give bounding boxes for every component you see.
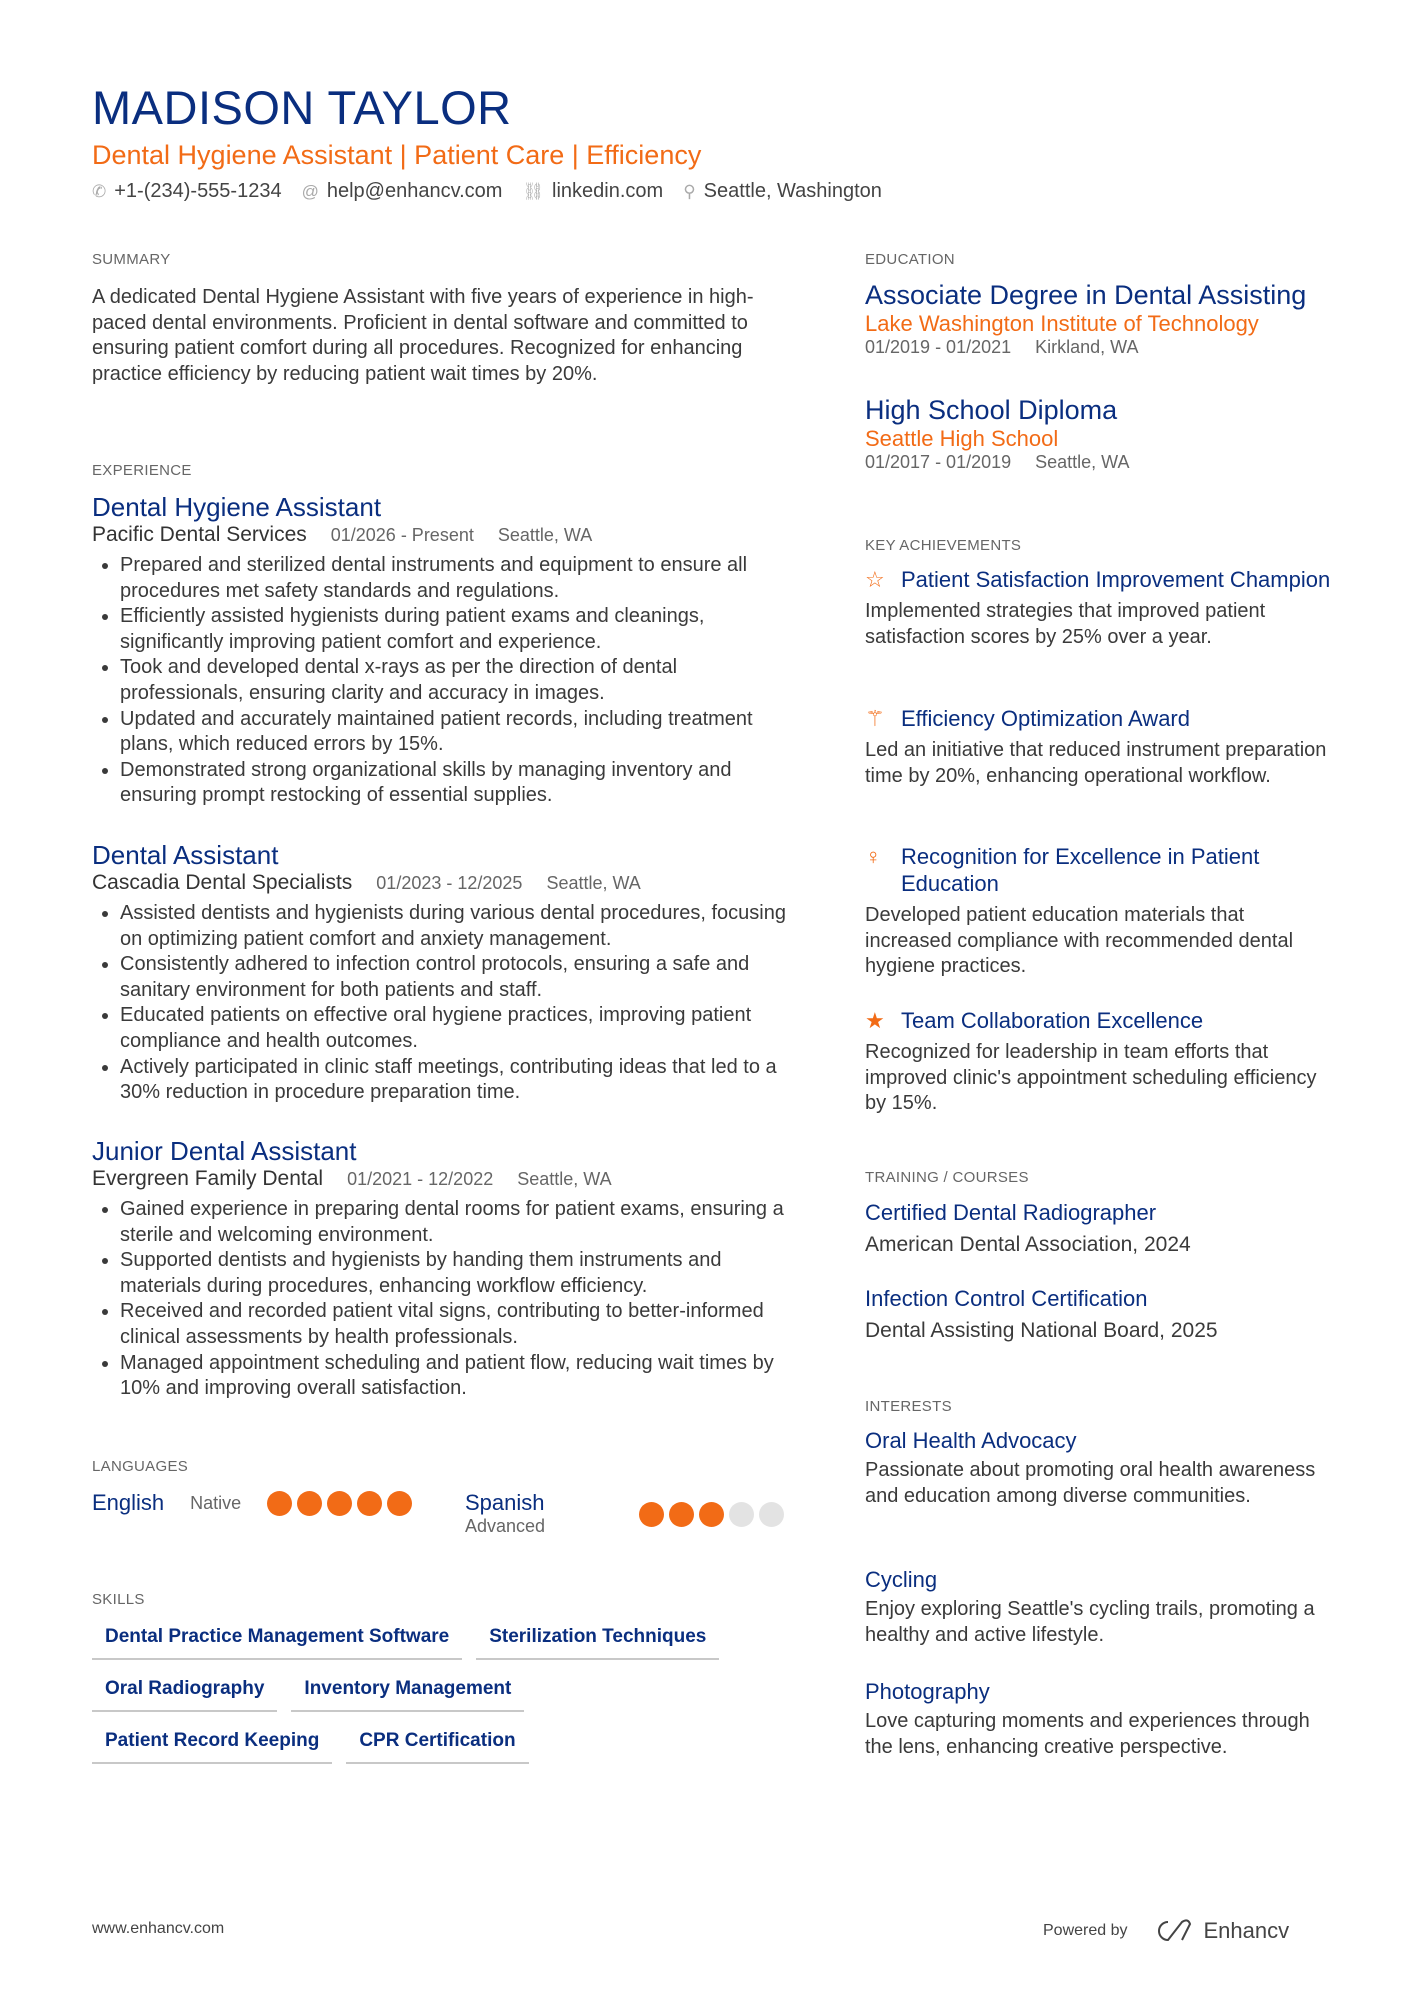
education-entry: [865, 280, 1335, 358]
rating-dot-empty: [759, 1502, 784, 1527]
enhancv-logo-icon: [1152, 1918, 1196, 1944]
rating-dot-empty: [729, 1502, 754, 1527]
section-title-achievements: KEY ACHIEVEMENTS: [865, 537, 1022, 554]
job-location: Seattle, WA: [497, 525, 593, 545]
interest-entry: [865, 1428, 1335, 1509]
achievement-title: Recognition for Excellence in Patient Education: [901, 844, 1260, 896]
interest-entry: [865, 1567, 1335, 1648]
phone-icon: ✆: [92, 181, 107, 201]
job-meta: [92, 523, 792, 547]
education-dates: 01/2019 - 01/2021: [865, 337, 1012, 357]
training-entry: [865, 1200, 1335, 1258]
achievement-title: Patient Satisfaction Improvement Champion: [901, 567, 1331, 592]
candidate-name: MADISON TAYLOR: [92, 81, 512, 134]
star-filled-icon: ★: [865, 1008, 885, 1033]
section-title-training: TRAINING / COURSES: [865, 1169, 1029, 1186]
job-location: Seattle, WA: [517, 1169, 612, 1189]
job-dates: 01/2021 - 12/2022: [347, 1169, 494, 1189]
bullet: • Consistently adhered to infection control protocols, ensuring a safe and sanitary environment for both patients and staff.: [120, 952, 792, 1003]
contact-email[interactable]: @ help@enhancv.com: [301, 180, 503, 202]
powered-by-label: Powered by: [1043, 1922, 1128, 1939]
job-bullets: [92, 553, 792, 809]
section-title-education: EDUCATION: [865, 251, 955, 268]
training-org: Dental Assisting National Board, 2025: [865, 1319, 1218, 1342]
rating-dot-filled: [387, 1491, 412, 1516]
enhancv-logo: [1152, 1918, 1290, 1944]
bullet: • Demonstrated strong organizational skills by managing inventory and ensuring prompt restocking of essential supplies.: [120, 758, 792, 809]
degree: High School Diploma: [865, 395, 1118, 425]
skills-list: [92, 1618, 812, 1764]
training-org: American Dental Association, 2024: [865, 1233, 1191, 1256]
skill-tag: Sterilization Techniques: [476, 1618, 719, 1660]
contact-linkedin[interactable]: ⛓ linkedin.com: [522, 180, 664, 202]
education-meta: [865, 452, 1335, 473]
bullet: • Updated and accurately maintained patient records, including treatment plans, which reduced errors by 15%.: [120, 707, 792, 758]
bullet: • Assisted dentists and hygienists during various dental procedures, focusing on optimizing patient comfort and anxiety management.: [120, 901, 792, 952]
bullet: • Actively participated in clinic staff meetings, contributing ideas that led to a 30% reduction in procedure preparation time.: [120, 1055, 792, 1106]
contact-phone: ✆ +1-(234)-555-1234: [92, 180, 282, 202]
achievement-title: Team Collaboration Excellence: [901, 1008, 1204, 1033]
at-icon: @: [301, 181, 319, 201]
achievement-entry: [865, 705, 1335, 789]
magic-wand-icon: ⚚: [865, 706, 885, 731]
language-rating: [639, 1502, 789, 1527]
rating-dot-filled: [267, 1491, 292, 1516]
education-meta: [865, 337, 1335, 358]
achievement-text: Implemented strategies that improved patient satisfaction scores by 25% over a year.: [865, 600, 1266, 648]
achievement-entry: [865, 1007, 1335, 1117]
section-title-languages: LANGUAGES: [92, 1458, 189, 1475]
interest-text: Passionate about promoting oral health awareness and education among diverse communities.: [865, 1459, 1316, 1507]
training-title: Infection Control Certification: [865, 1286, 1148, 1311]
bullet: • Educated patients on effective oral hygiene practices, improving patient compliance and health outcomes.: [120, 1003, 792, 1054]
school: Seattle High School: [865, 426, 1059, 451]
job-location: Seattle, WA: [546, 873, 641, 893]
school: Lake Washington Institute of Technology: [865, 311, 1259, 336]
language-rating: [267, 1491, 417, 1516]
training-entry: [865, 1286, 1335, 1344]
job-company: Cascadia Dental Specialists: [92, 871, 353, 894]
achievement-text: Recognized for leadership in team efforts that improved clinic's appointment scheduling efficiency by 15%.: [865, 1041, 1317, 1114]
skill-tag: Inventory Management: [291, 1670, 524, 1712]
skill-tag: Patient Record Keeping: [92, 1722, 332, 1764]
job-bullets: [92, 1197, 792, 1402]
job-meta: [92, 871, 792, 895]
language-spanish: [465, 1490, 795, 1537]
rating-dot-filled: [669, 1502, 694, 1527]
job-entry: [92, 1136, 792, 1402]
language-level: Native: [190, 1492, 242, 1513]
job-company: Evergreen Family Dental: [92, 1167, 324, 1190]
contact-bar: [92, 180, 882, 203]
star-outline-icon: ☆: [865, 567, 885, 592]
achievement-title: Efficiency Optimization Award: [901, 706, 1190, 731]
language-name: English: [92, 1490, 165, 1515]
education-entry: [865, 395, 1335, 473]
tagline: Dental Hygiene Assistant | Patient Care | Efficiency: [92, 140, 702, 170]
bullet: • Prepared and sterilized dental instruments and equipment to ensure all procedures met safety standards and regulations.: [120, 553, 792, 604]
bullet: • Received and recorded patient vital signs, contributing to better-informed clinical assessments by health professionals.: [120, 1299, 792, 1350]
rating-dot-filled: [327, 1491, 352, 1516]
skill-tag: Oral Radiography: [92, 1670, 277, 1712]
job-dates: 01/2026 - Present: [330, 525, 474, 545]
section-title-interests: INTERESTS: [865, 1398, 952, 1415]
lightbulb-icon: ♀: [865, 844, 882, 869]
job-title: Dental Hygiene Assistant: [92, 492, 382, 522]
bullet: • Gained experience in preparing dental rooms for patient exams, ensuring a sterile and welcoming environment.: [120, 1197, 792, 1248]
job-company: Pacific Dental Services: [92, 523, 307, 546]
education-location: Kirkland, WA: [1035, 337, 1139, 357]
section-title-skills: SKILLS: [92, 1591, 145, 1608]
interest-title: Oral Health Advocacy: [865, 1428, 1077, 1453]
degree: Associate Degree in Dental Assisting: [865, 280, 1307, 310]
rating-dot-filled: [699, 1502, 724, 1527]
skill-tag: CPR Certification: [346, 1722, 528, 1764]
interest-text: Enjoy exploring Seattle's cycling trails, promoting a healthy and active lifestyle.: [865, 1598, 1315, 1646]
bullet: • Supported dentists and hygienists by handing them instruments and materials during procedures, enhancing workflow efficiency.: [120, 1248, 792, 1299]
job-meta: [92, 1167, 792, 1191]
job-title: Junior Dental Assistant: [92, 1136, 357, 1166]
bullet: • Took and developed dental x-rays as per the direction of dental professionals, ensuring clarity and accuracy in images.: [120, 655, 792, 706]
training-title: Certified Dental Radiographer: [865, 1200, 1157, 1225]
rating-dot-filled: [297, 1491, 322, 1516]
achievement-text: Led an initiative that reduced instrument preparation time by 20%, enhancing operational workflow.: [865, 739, 1327, 787]
language-english: [92, 1490, 452, 1516]
job-title: Dental Assistant: [92, 840, 279, 870]
summary-text: A dedicated Dental Hygiene Assistant with five years of experience in high-paced dental environments. Proficient in dental software and committed to ensuring patient comfort during all procedures. Recognized for enhancing practice efficiency by reducing patient wait times by 20%.: [92, 286, 754, 385]
rating-dot-filled: [639, 1502, 664, 1527]
section-title-experience: EXPERIENCE: [92, 462, 192, 479]
job-dates: 01/2023 - 12/2025: [376, 873, 523, 893]
achievement-entry: [865, 843, 1335, 980]
location-icon: ⚲: [683, 181, 696, 201]
education-dates: 01/2017 - 01/2019: [865, 452, 1012, 472]
rating-dot-filled: [357, 1491, 382, 1516]
interest-title: Photography: [865, 1679, 990, 1704]
language-level: Advanced: [465, 1516, 546, 1536]
job-entry: [92, 840, 792, 1106]
section-title-summary: SUMMARY: [92, 251, 171, 268]
contact-location: ⚲ Seattle, Washington: [683, 180, 882, 202]
achievement-entry: [865, 566, 1335, 650]
skill-tag: Dental Practice Management Software: [92, 1618, 462, 1660]
bullet: • Managed appointment scheduling and patient flow, reducing wait times by 10% and improving overall satisfaction.: [120, 1351, 792, 1402]
bullet: • Efficiently assisted hygienists during patient exams and cleanings, significantly improving patient comfort and experience.: [120, 604, 792, 655]
education-location: Seattle, WA: [1035, 452, 1130, 472]
interest-text: Love capturing moments and experiences through the lens, enhancing creative perspective.: [865, 1710, 1310, 1758]
footer-website[interactable]: www.enhancv.com: [92, 1920, 225, 1937]
job-bullets: [92, 901, 792, 1106]
brand-name: Enhancv: [1203, 1918, 1290, 1943]
interest-entry: [865, 1679, 1335, 1760]
link-icon: ⛓: [522, 181, 545, 201]
footer-branding: [1043, 1918, 1289, 1944]
language-name: Spanish: [465, 1490, 545, 1515]
achievement-text: Developed patient education materials that increased compliance with recommended dental hygiene practices.: [865, 904, 1294, 977]
interest-title: Cycling: [865, 1567, 938, 1592]
job-entry: [92, 492, 792, 809]
